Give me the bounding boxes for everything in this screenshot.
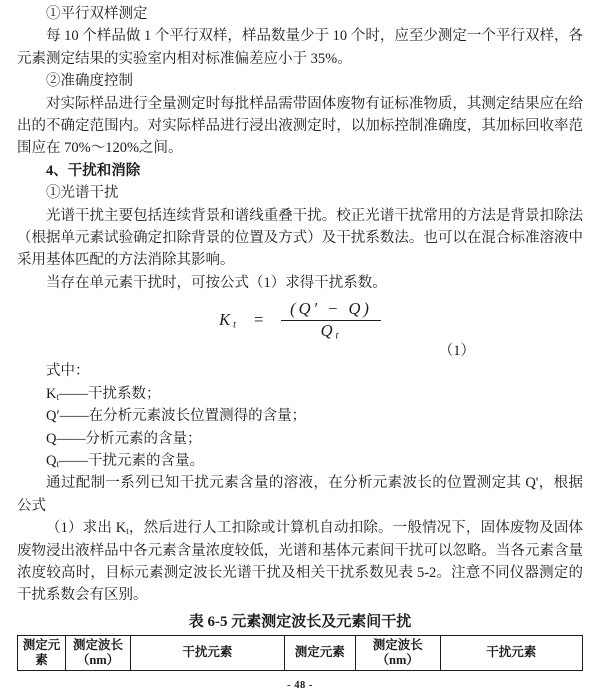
formula-fraction (281, 300, 381, 341)
formula-equals-sign: = (252, 310, 268, 330)
where-label: 式中： (46, 363, 90, 380)
para-spectral-interference-body: 光谱干扰主要包括连续背景和谱线重叠干扰。校正光谱干扰常用的方法是背景扣除法（根据单元素试验确定扣除背景的位置及方式）及干扰系数法。也可以在混合标准溶液中采用基体匹配的方法消除其影响。 (17, 207, 583, 269)
section-heading-interference: 4、干扰和消除 (46, 162, 141, 179)
formula-lhs: $K_t$ (219, 310, 239, 331)
definition-q: Q——分析元素的含量； (46, 430, 202, 447)
para-accuracy-control-heading: ②准确度控制 (46, 73, 133, 90)
table-header-row (18, 635, 583, 670)
definition-q-prime: Q′——在分析元素波长位置测得的含量； (46, 408, 307, 425)
para-parallel-duplicate-body: 每 10 个样品做 1 个平行双样，样品数量少于 10 个时，应至少测定一个平行双样，各元素测定结果的实验室内相对标准偏差应小于 35%。 (17, 28, 583, 67)
para-solution-series: 通过配制一系列已知干扰元素含量的溶液，在分析元素波长的位置测定其 Q'，根据公式 (17, 475, 583, 514)
col-header-wavelength-right: 测定波长（nm） (355, 635, 440, 670)
para-parallel-duplicate-heading: ①平行双样测定 (46, 6, 148, 22)
col-header-measured-element-left: 测定元素 (18, 635, 66, 670)
col-header-wavelength-left: 测定波长（nm） (66, 635, 131, 670)
table-title: 表 6-5 元素测定波长及元素间干扰 (188, 613, 412, 630)
col-header-interfering-element-left: 干扰元素 (130, 635, 284, 670)
para-spectral-interference-heading: ①光谱干扰 (46, 185, 119, 202)
formula-numerator: (Q′ − Q) (281, 300, 381, 321)
equation-number: （1） (438, 343, 475, 360)
para-deduction-method: （1）求出 $K_t$，然后进行人工扣除或计算机自动扣除。一般情况下，固体废物及固体废物浸出液样品中各元素含量浓度较低，光谱和基体元素间干扰可以忽略。当各元素含量浓度较高时，目标元素测定波长光谱干扰及相关干扰系数见表 5-2。注意不同仪器测定的干扰系数会有区别。 (17, 520, 583, 604)
col-header-interfering-element-right: 干扰元素 (440, 635, 582, 670)
definition-kt: $K_t——$干扰系数； (46, 385, 161, 402)
para-accuracy-control-body: 对实际样品进行全量测定时每批样品需带固体废物有证标准物质，其测定结果应在给出的不确定范围内。对实际样品进行浸出液测定时，以加标控制准确度，其加标回收率范围应在 70%～120%之间。 (17, 95, 583, 157)
definition-qt: $Q_t——$干扰元素的含量。 (46, 452, 204, 470)
formula-denominator: $Q_t$ (320, 320, 342, 342)
page-number: - 48 - (287, 679, 313, 691)
para-single-element-interference: 当存在单元素干扰时，可按公式（1）求得干扰系数。 (46, 274, 387, 291)
col-header-measured-element-right: 测定元素 (284, 635, 355, 670)
wavelength-interference-table (17, 635, 583, 671)
interference-coefficient-formula (17, 297, 583, 343)
